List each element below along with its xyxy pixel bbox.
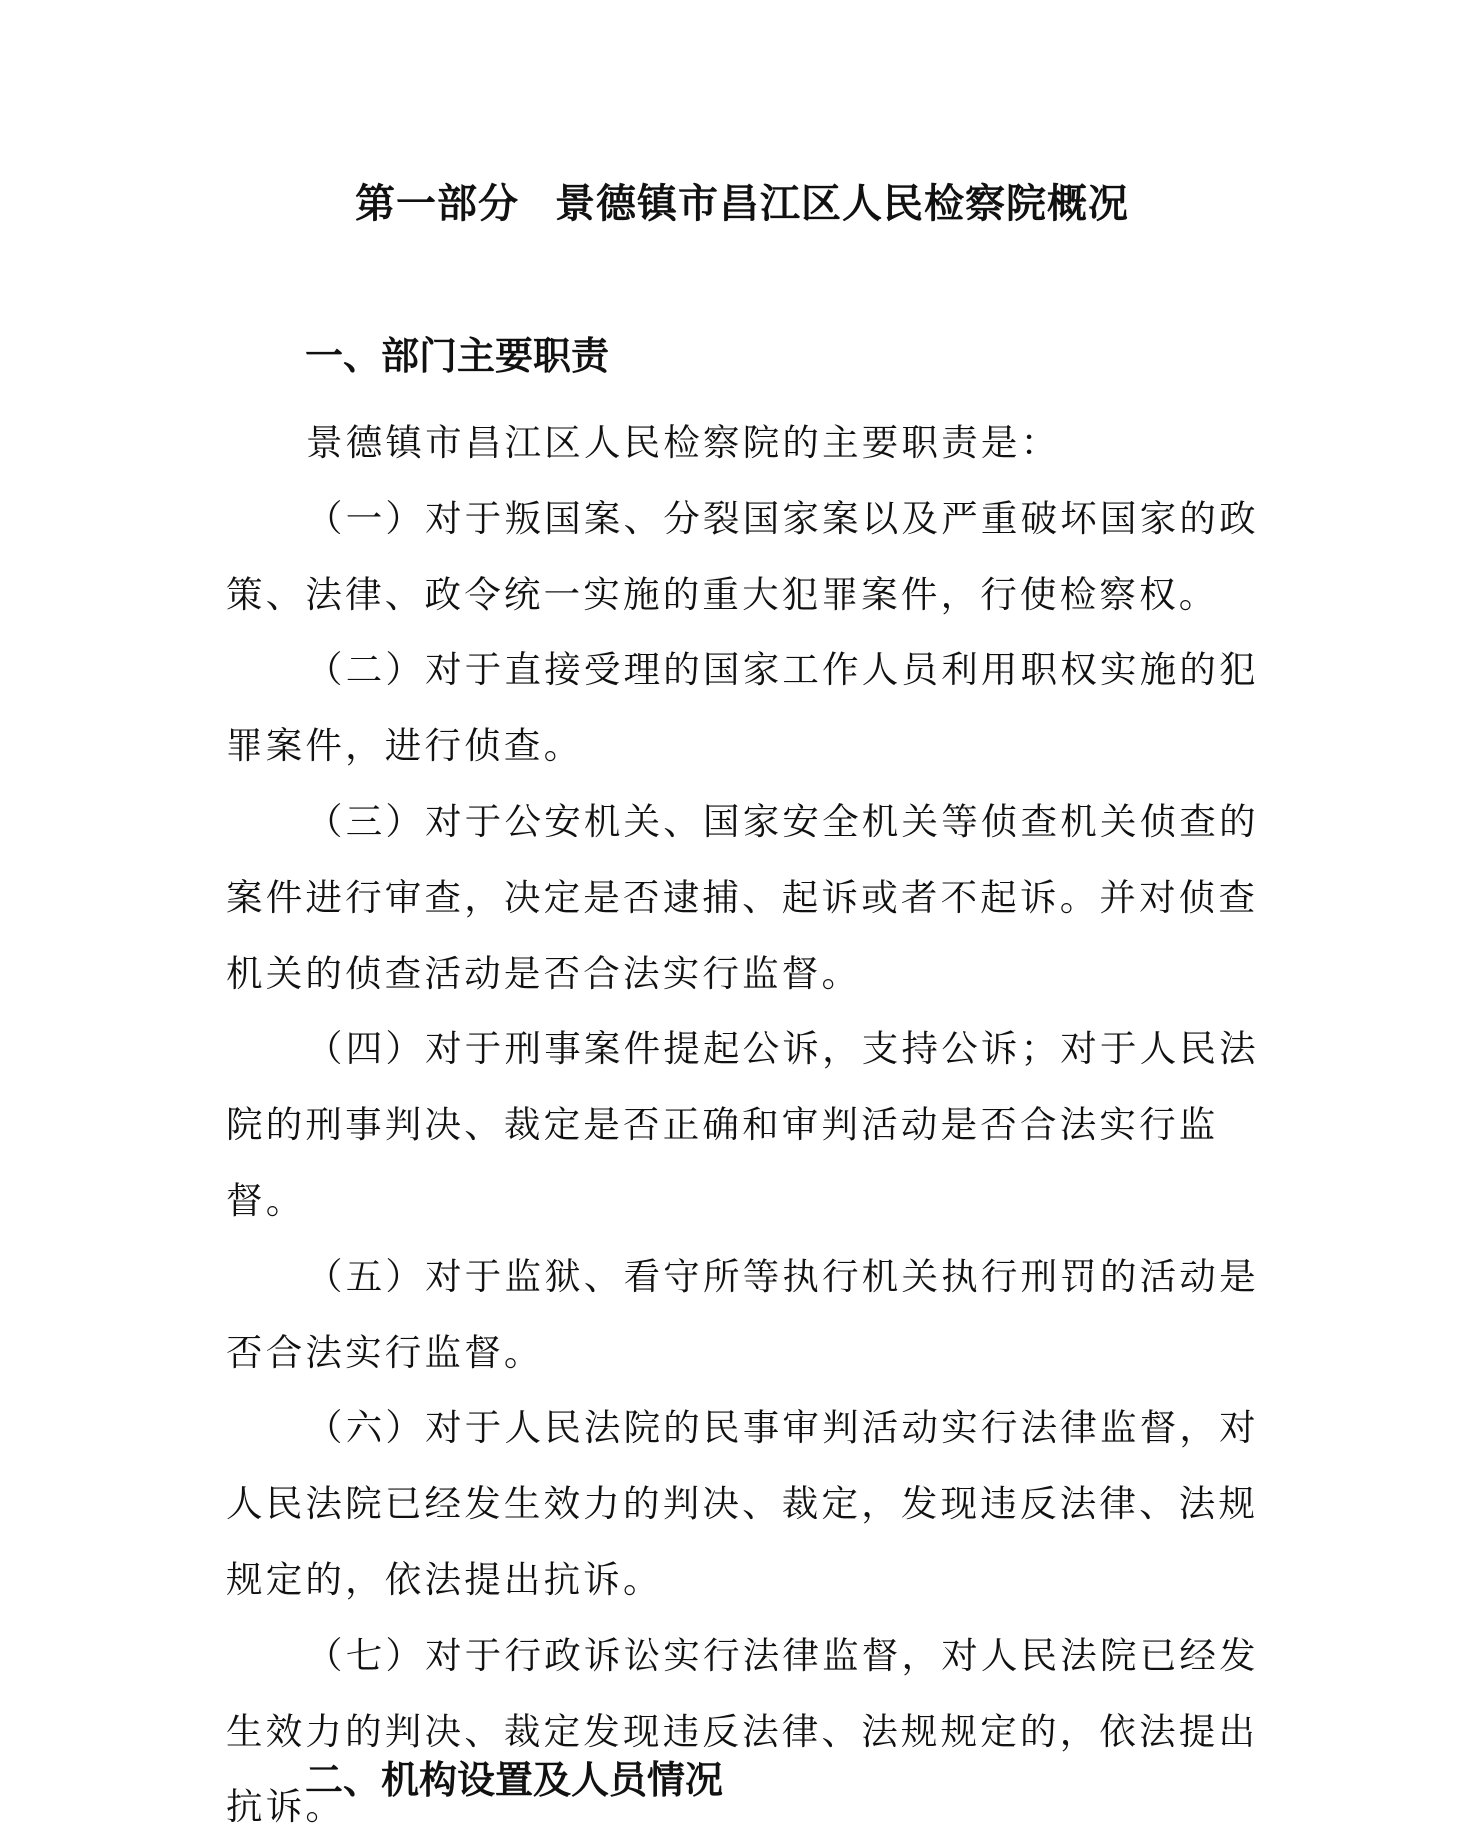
- duty-item-4: （四）对于刑事案件提起公诉，支持公诉；对于人民法院的刑事判决、裁定是否正确和审判活动是否合法实行监督。: [226, 1027, 1259, 1222]
- duty-item-7: （七）对于行政诉讼实行法律监督，对人民法院已经发生效力的判决、裁定发现违反法律、法规规定的，依法提出抗诉。: [226, 1633, 1259, 1829]
- title-part-label: 第一部分: [355, 180, 519, 227]
- section-heading-duties: 一、部门主要职责: [305, 334, 610, 378]
- title-main-text: 景德镇市昌江区人民检察院概况: [555, 180, 1129, 227]
- duty-item-5: （五）对于监狱、看守所等执行机关执行刑罚的活动是否合法实行监督。: [226, 1254, 1259, 1374]
- duty-item-3: （三）对于公安机关、国家安全机关等侦查机关侦查的案件进行审查，决定是否逮捕、起诉或者不起诉。并对侦查机关的侦查活动是否合法实行监督。: [226, 799, 1259, 995]
- intro-paragraph: 景德镇市昌江区人民检察院的主要职责是：: [306, 421, 1061, 464]
- page-title: [0, 174, 1484, 234]
- duty-item-1: （一）对于叛国案、分裂国家案以及严重破坏国家的政策、法律、政令统一实施的重大犯罪案件，行使检察权。: [226, 496, 1259, 616]
- duty-item-2: （二）对于直接受理的国家工作人员利用职权实施的犯罪案件，进行侦查。: [226, 648, 1259, 768]
- duty-item-6: （六）对于人民法院的民事审判活动实行法律监督，对人民法院已经发生效力的判决、裁定，发现违反法律、法规规定的，依法提出抗诉。: [226, 1406, 1259, 1601]
- duties-body: [226, 405, 1276, 1845]
- section-heading-organization: 二、机构设置及人员情况: [305, 1758, 724, 1802]
